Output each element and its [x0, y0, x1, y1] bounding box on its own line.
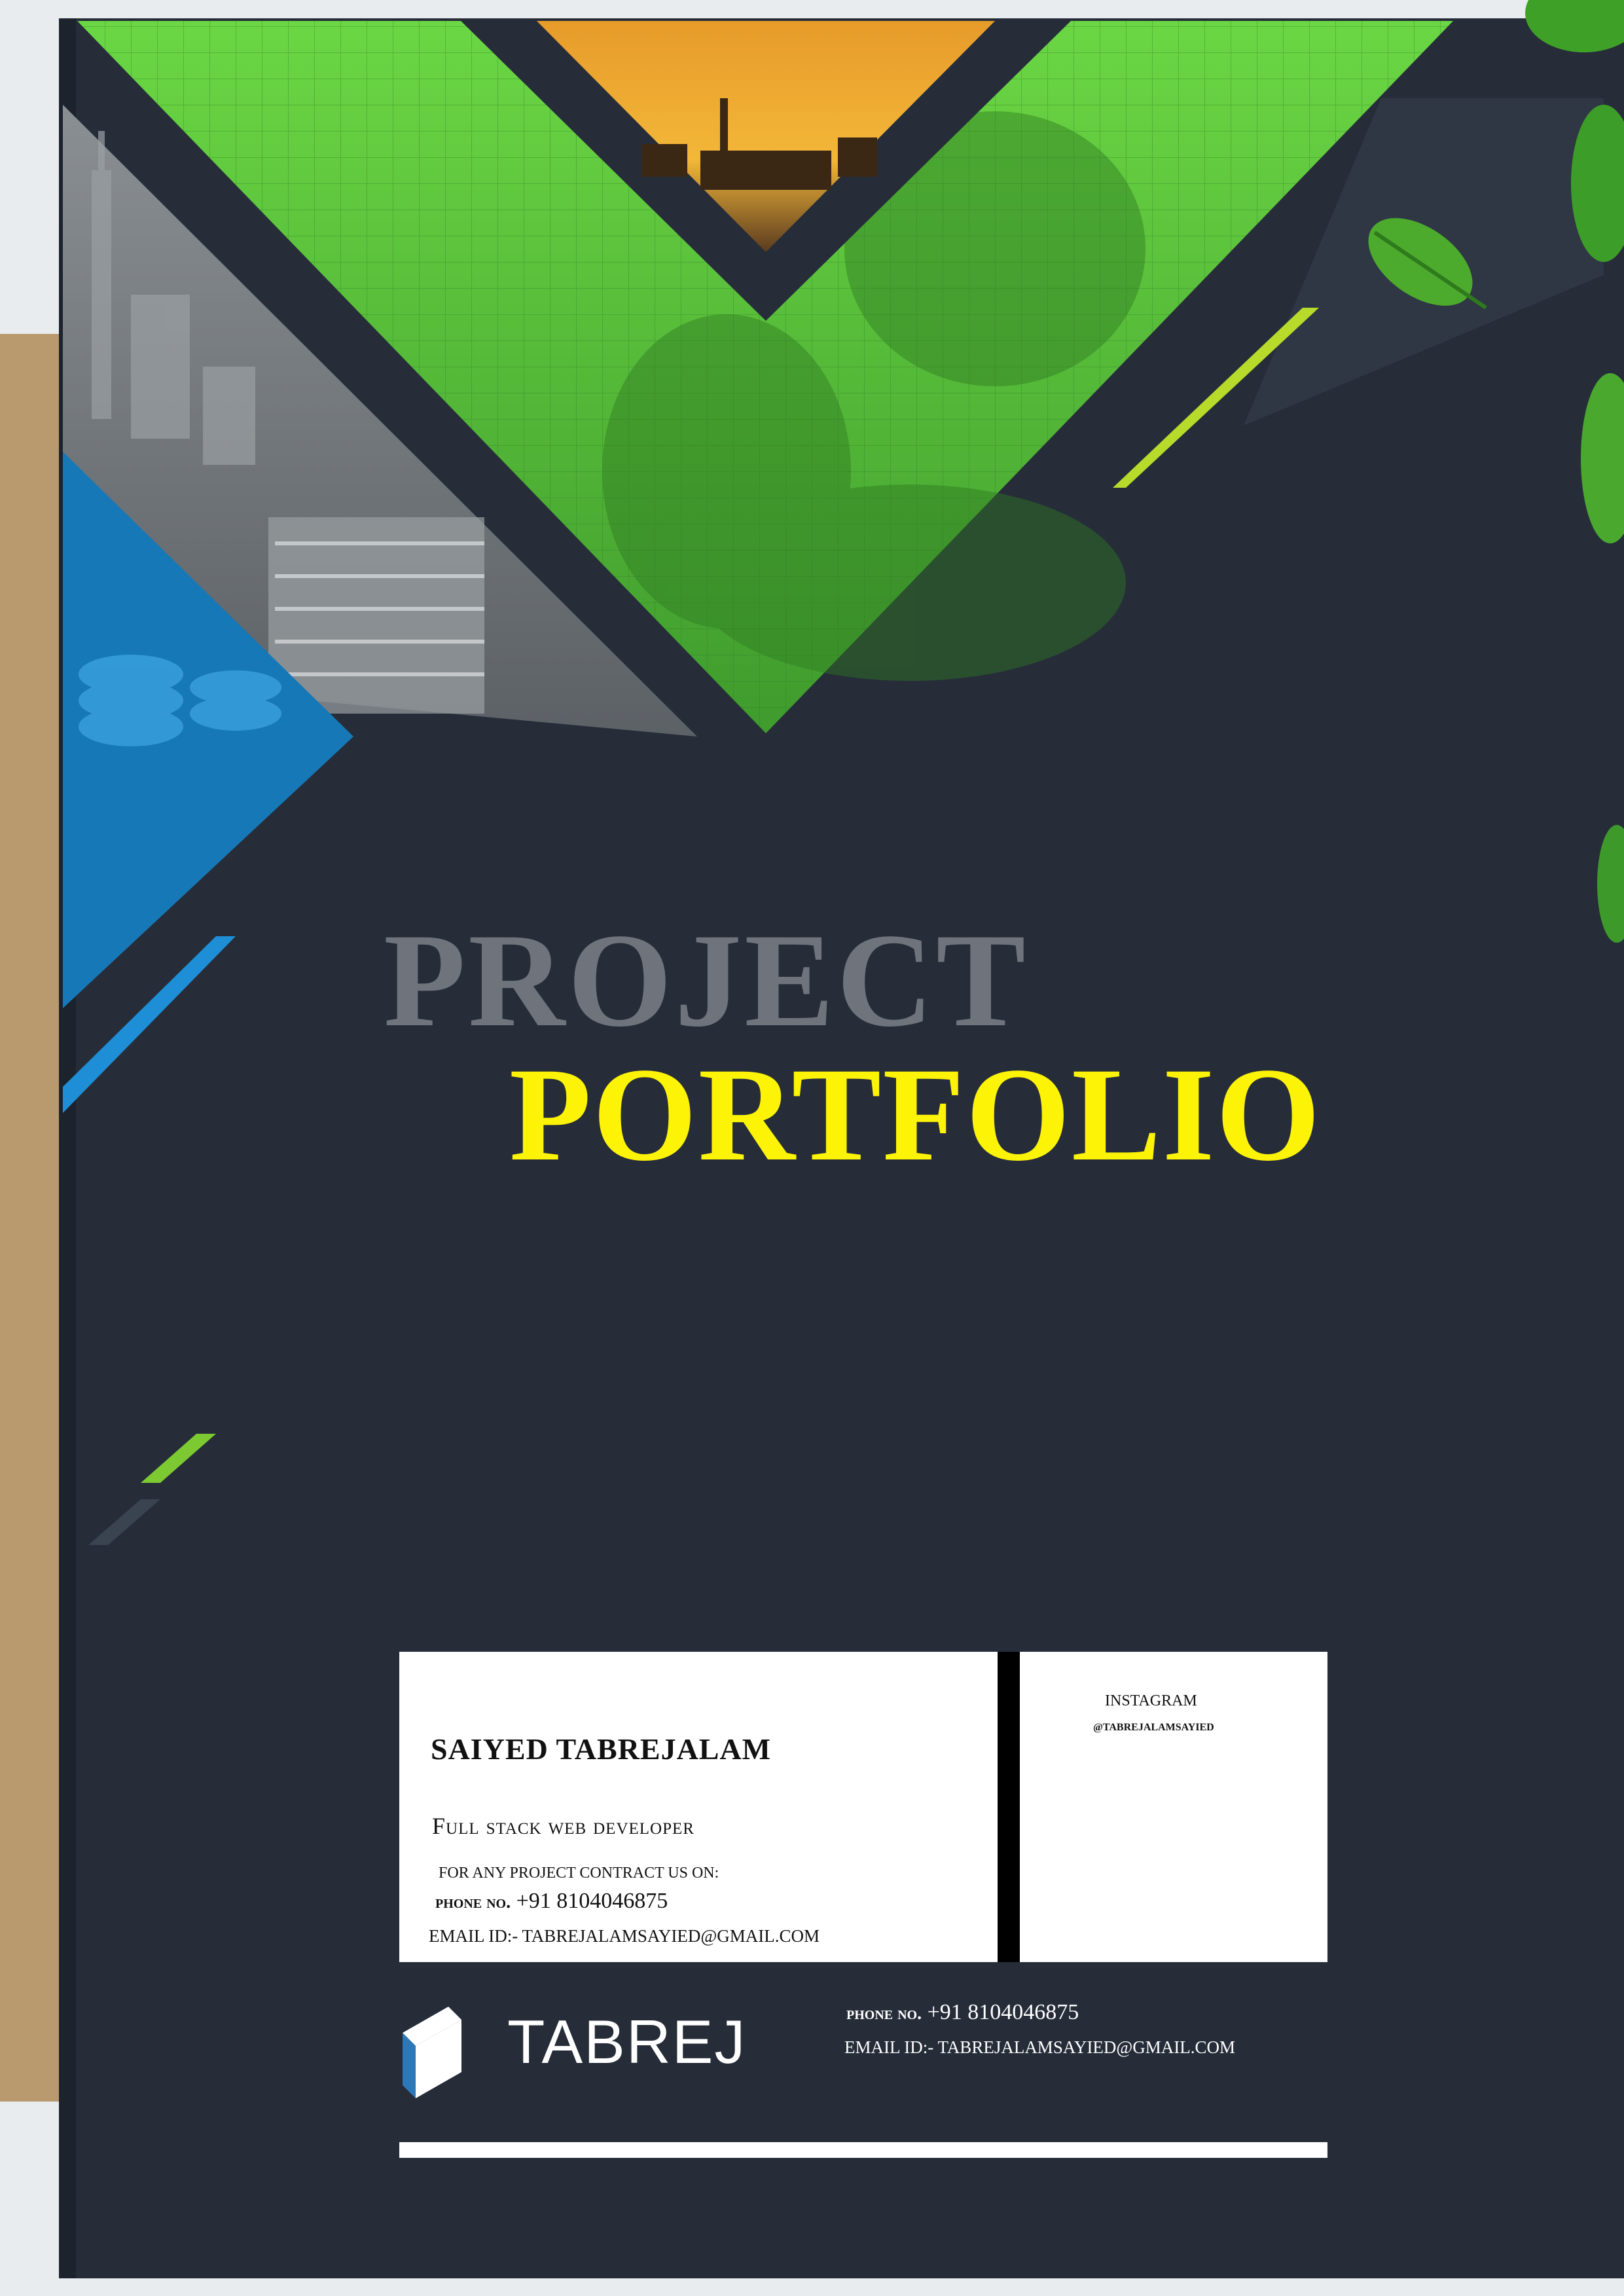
card-phone — [435, 1889, 668, 1914]
card-phone-label: phone no. — [435, 1892, 511, 1912]
footer-phone — [846, 2000, 1079, 2025]
footer-email[interactable]: EMAIL ID:- TABREJALAMSAYIED@GMAIL.COM — [844, 2037, 1235, 2057]
card-divider — [998, 1652, 1020, 1962]
card-phone-value[interactable]: +91 8104046875 — [516, 1889, 668, 1913]
brand-name: TABREJ — [507, 2007, 747, 2076]
owner-role: Full stack web developer — [432, 1813, 695, 1839]
footer-phone-label: phone no. — [846, 2003, 922, 2024]
title-portfolio: PORTFOLIO — [509, 1040, 1322, 1189]
business-card — [399, 1652, 998, 1962]
social-handle[interactable]: @TABREJALAMSAYIED — [1093, 1722, 1214, 1733]
contact-lead-text: FOR ANY PROJECT CONTRACT US ON: — [439, 1865, 719, 1882]
book-icon — [396, 1994, 481, 2105]
title-project: PROJECT — [384, 906, 1028, 1055]
owner-name: SAIYED TABREJALAM — [431, 1732, 772, 1766]
footer-bar — [399, 2142, 1327, 2158]
social-label: INSTAGRAM — [1105, 1692, 1197, 1709]
card-email[interactable]: EMAIL ID:- TABREJALAMSAYIED@GMAIL.COM — [429, 1926, 820, 1946]
footer-phone-value[interactable]: +91 8104046875 — [927, 2000, 1079, 2024]
